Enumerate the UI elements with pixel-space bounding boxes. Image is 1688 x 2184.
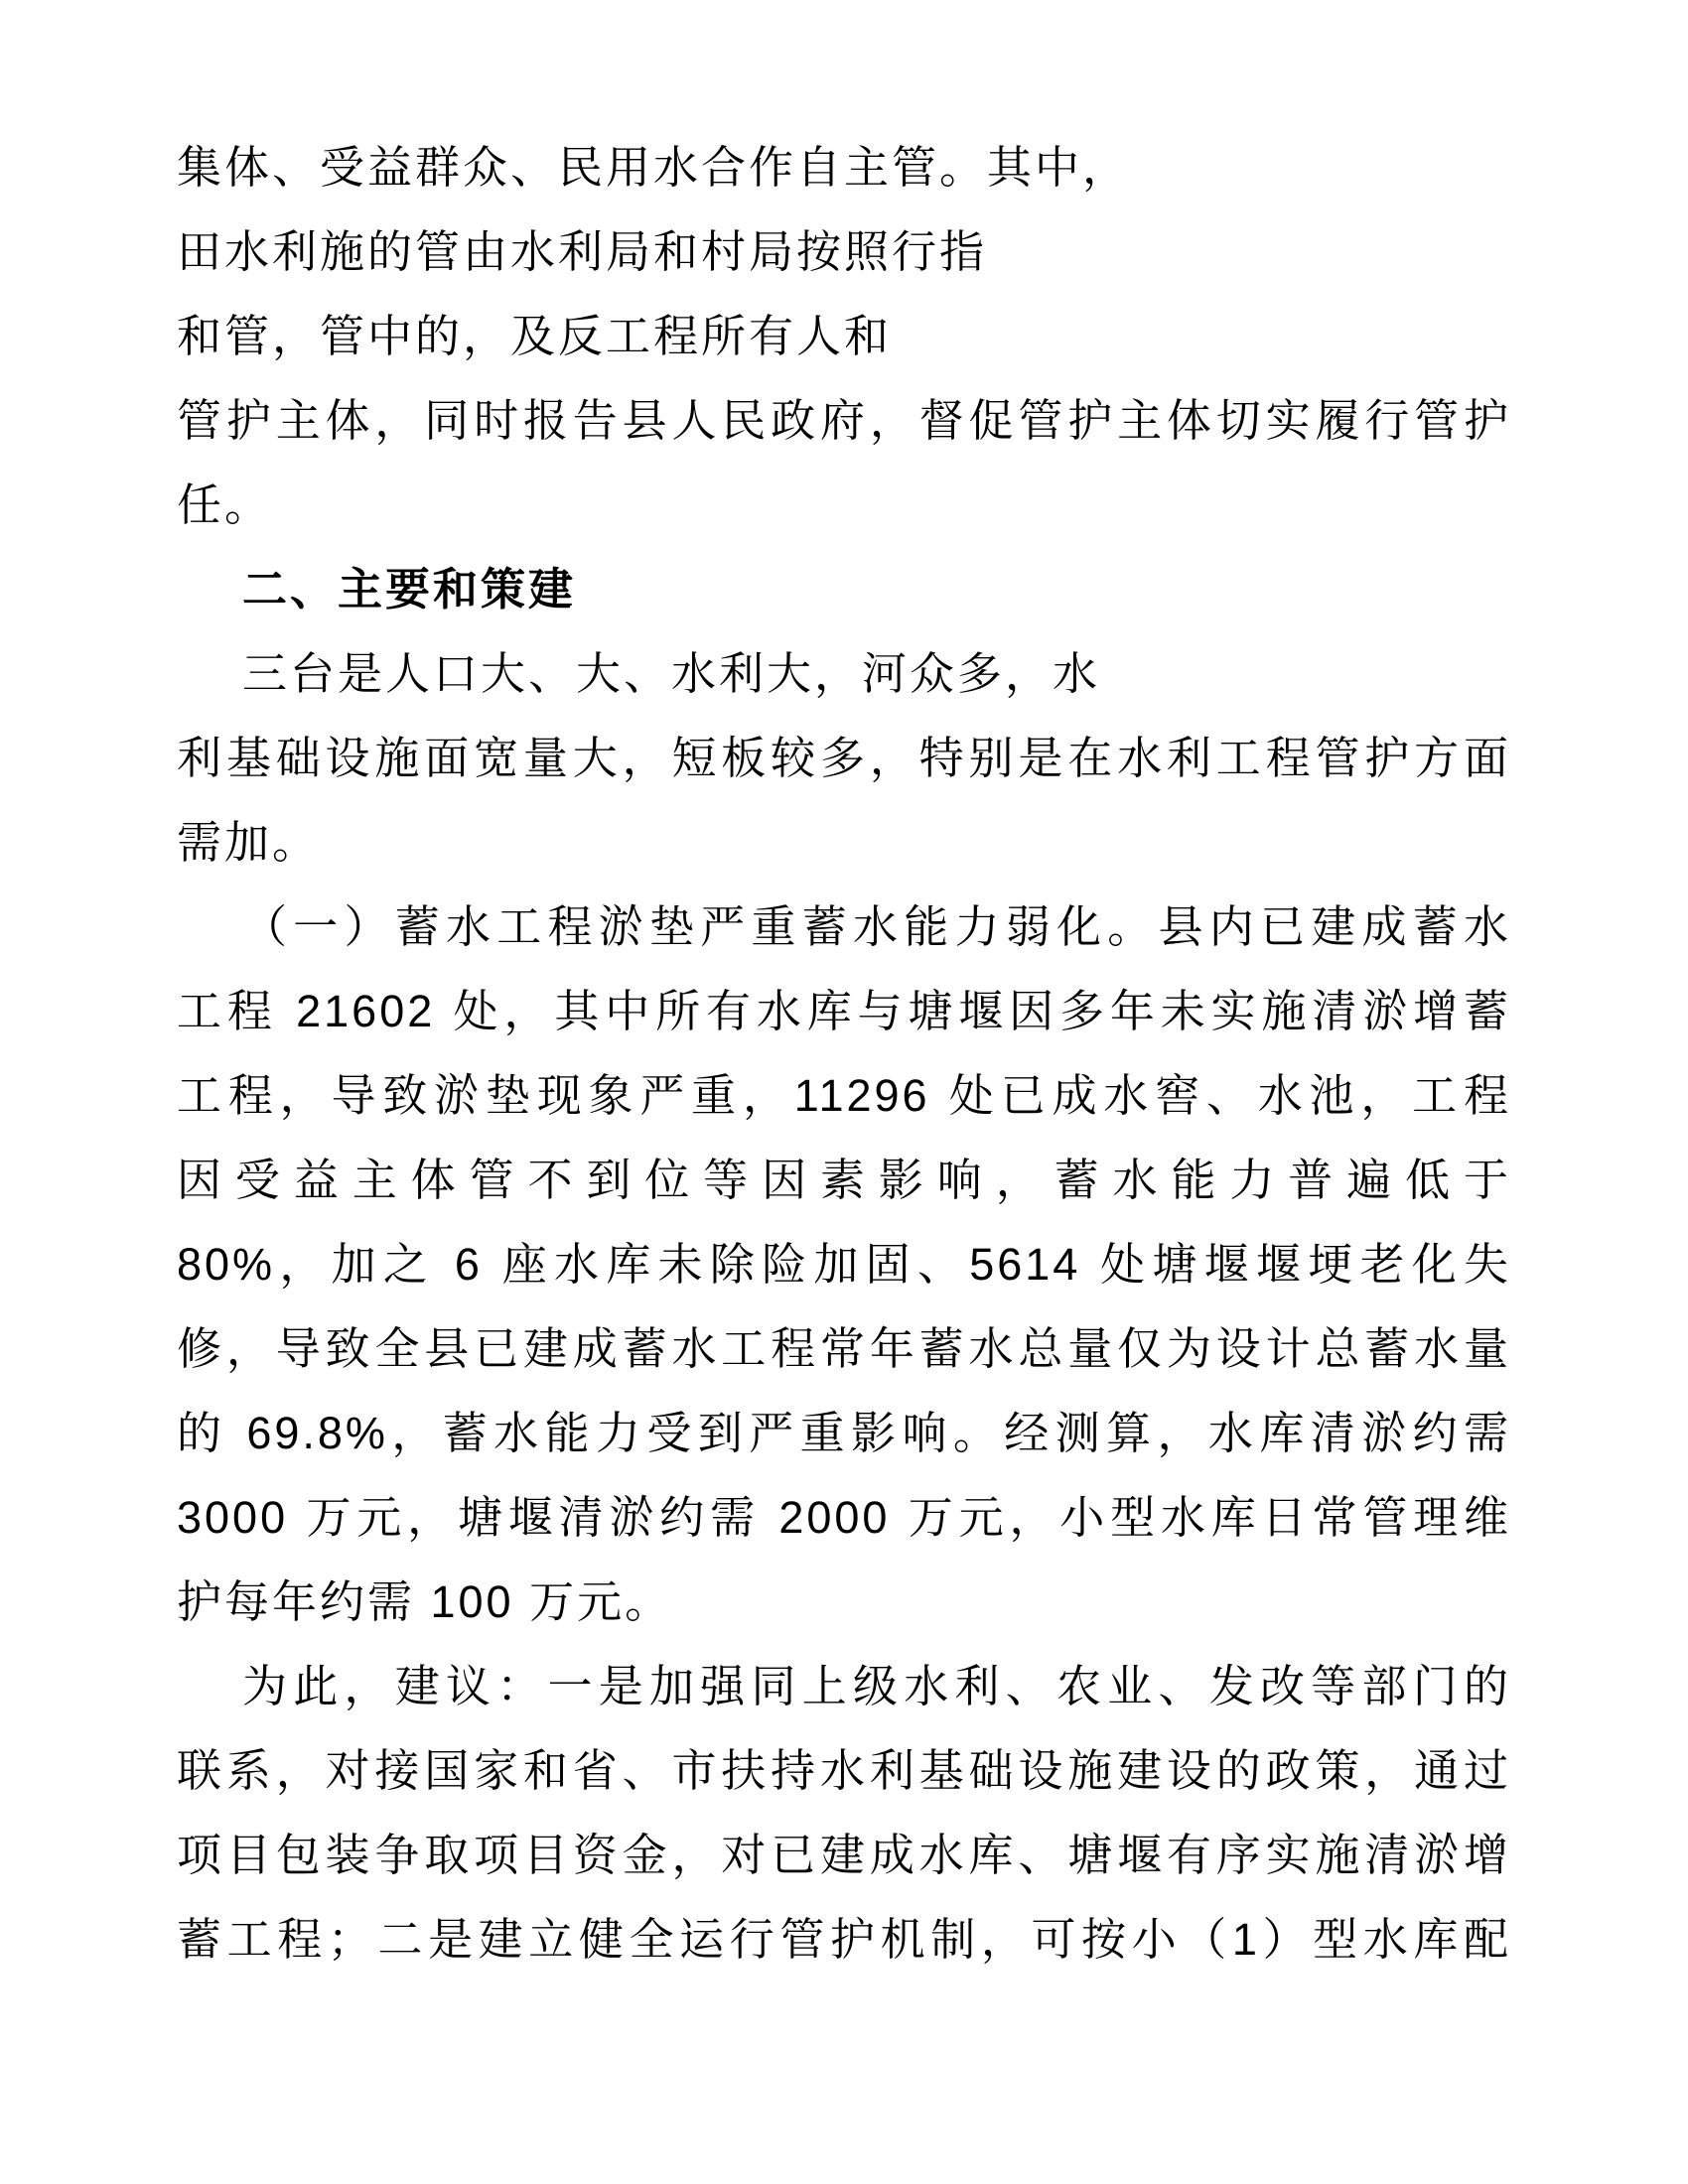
text-line: 任。 (177, 479, 273, 530)
document-text-body (177, 125, 1511, 1981)
text-line: 集体、受益群众、民用水合作自主管。其中， (177, 142, 1131, 193)
text-line: 为此，建议：一是加强同上级水利、农业、发改等部门的 (242, 1661, 1511, 1711)
text-line: 工程 21602 处，其中所有水库与塘堰因多年未实施清淤增蓄 (177, 986, 1511, 1036)
text-line: 三台是人口大、大、水利大，河众多，水 (242, 648, 1101, 699)
text-line: 蓄工程；二是建立健全运行管护机制，可按小（1）型水库配 (177, 1914, 1511, 1965)
text-line: 修，导致全县已建成蓄水工程常年蓄水总量仅为设计总蓄水量 (177, 1323, 1511, 1374)
text-line: 联系，对接国家和省、市扶持水利基础设施建设的政策，通过 (177, 1745, 1511, 1796)
text-line: 田水利施的管由水利局和村局按照行指 (177, 226, 988, 277)
text-line: 80%，加之 6 座水库未除险加固、5614 处塘堰堰埂老化失 (177, 1239, 1511, 1290)
text-line: 3000 万元，塘堰清淤约需 2000 万元，小型水库日常管理维 (177, 1492, 1511, 1543)
text-line: 和管，管中的，及反工程所有人和 (177, 311, 893, 361)
text-line: 需加。 (177, 817, 321, 868)
text-line: 工程，导致淤垫现象严重，11296 处已成水窖、水池，工程 (177, 1070, 1511, 1121)
text-line: 项目包装争取项目资金，对已建成水库、塘堰有序实施清淤增 (177, 1830, 1511, 1880)
text-line: 利基础设施面宽量大，短板较多，特别是在水利工程管护方面 (177, 733, 1511, 783)
text-line: 因受益主体管不到位等因素影响，蓄水能力普遍低于 (177, 1155, 1511, 1205)
text-line: 护每年约需 100 万元。 (177, 1576, 673, 1627)
text-line: （一）蓄水工程淤垫严重蓄水能力弱化。县内已建成蓄水 (242, 901, 1511, 952)
section-heading: 二、主要和策建 (242, 564, 577, 614)
text-line: 的 69.8%，蓄水能力受到严重影响。经测算，水库清淤约需 (177, 1408, 1511, 1458)
text-line: 管护主体，同时报告县人民政府，督促管护主体切实履行管护 (177, 395, 1511, 446)
